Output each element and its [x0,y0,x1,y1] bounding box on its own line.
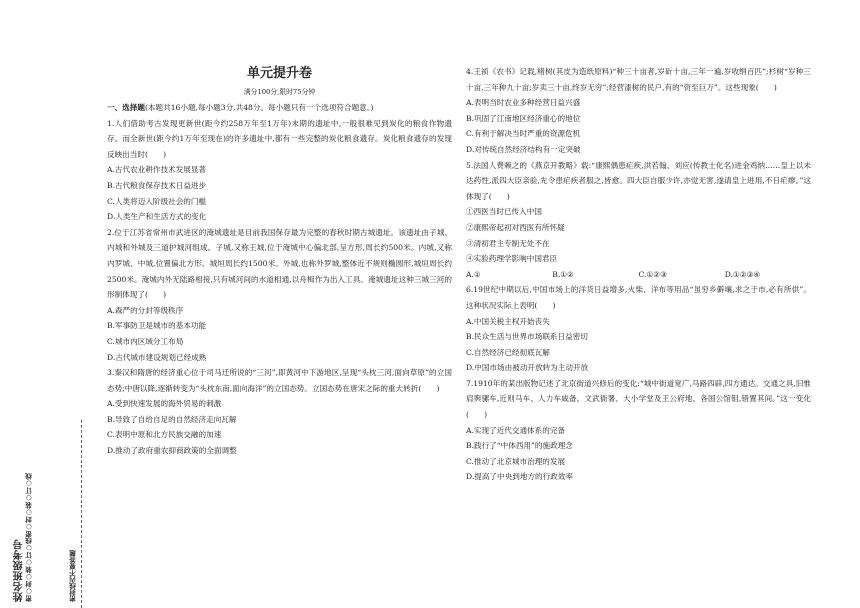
question-3 [107,365,452,459]
option-d[interactable]: D.古代城市建设规划已经成熟 [107,352,207,362]
section-heading [107,100,452,116]
option-d[interactable]: D.推动了政府重农抑商政策的全面调整 [107,446,237,456]
option-c[interactable]: C.推动了北京城市治理的发展 [466,456,566,466]
option-a[interactable]: A.中国关税主权开始丧失 [466,316,550,326]
option-c[interactable]: C.自然经济已经彻底瓦解 [466,347,550,357]
option-a[interactable]: A.受到快速发展的海外贸易的刺激 [107,399,222,409]
option-b[interactable]: B.导致了自给自足的自然经济走向瓦解 [107,414,237,424]
option-b[interactable]: B.巩固了江南地区经济重心的地位 [466,113,581,123]
option-b[interactable]: B.民众生活与世界市场联系日益密切 [466,332,588,342]
option-d[interactable]: D.提高了中央到地方的行政效率 [466,472,573,482]
section-note: (本题共16小题,每小题3分,共48分。每小题只有一个选项符合题意。) [144,103,374,112]
option-d[interactable]: D.对传统自然经济结构有一定突破 [466,144,581,154]
question-stem: 1.人们借助考古发现更新世(距今约258万年至1万年)末期的遗址中,一般很难见到炭化的粮食作物遗存。而全新世(距今约1万年至现在)的许多遗址中,都有一些完整的炭化粮食遗存。炭化粮食遗存的发现反映出当时( ) [107,118,452,159]
option-b[interactable]: B.践行了“中体西用”的施政理念 [466,441,573,451]
option-b[interactable]: B.古代粮食保存技术日益进步 [107,180,207,190]
option-a[interactable]: A.古代农业耕作技术发展显著 [107,165,207,175]
binding-margin [0,0,95,608]
option-c[interactable]: C.城市内区域分工布局 [107,336,184,346]
sub-item-4: ④实验药理学影响中国君臣 [466,254,558,264]
option-a[interactable]: A.实现了近代交通体系的完备 [466,425,566,435]
option-c[interactable]: C.人类将迈入阶级社会的门槛 [107,196,207,206]
left-column [107,64,452,459]
option-b[interactable]: B.①② [552,269,574,279]
question-4 [466,64,811,158]
option-a[interactable]: A.森严的分封等级秩序 [107,305,184,315]
option-c[interactable]: C.表明中原和北方民族交融的加速 [107,430,222,440]
option-c[interactable]: C.①②③ [638,269,667,279]
option-d[interactable]: D.中国市场由被动开放转为主动开放 [466,363,589,373]
sub-item-1: ①西医当时已传入中国 [466,207,542,217]
option-d[interactable]: D.①②③④ [724,269,761,279]
question-1 [107,116,452,225]
option-row [466,267,811,283]
option-a[interactable]: A.表明当时农业多种经营日益兴盛 [466,98,581,108]
option-a[interactable]: A.① [466,269,481,279]
question-stem: 3.秦汉和隋唐的经济重心位于司马迁所说的“三河”,即黄河中下游地区,呈现“头枕三河,面向草原”的立国态势;中唐以降,逐渐转变为“头枕东南,面向海洋”的立国态势。立国态势在唐宋之际的重大转折( ) [107,368,452,393]
sub-item-2: ②康熙帝起初对西医有所怀疑 [466,222,565,232]
seal-dashed-line [81,420,82,608]
option-d[interactable]: D.人类生产和生活方式的变化 [107,212,207,222]
question-7 [466,376,811,485]
seal-warning-text: 密封线内不要答题 [69,550,77,602]
question-2 [107,225,452,365]
question-stem: 5.法国人费赖之的《燕京开教略》载:“康熙偶患疟疾,洪若翰、刘应(传教士化名)进金鸡纳……皇上以未达药性,派四大臣亲验,先令患疟疾者服之,皆愈。四大臣自服少许,亦觉无害,遂请皇上进用,不日疟瘳。”这体现了( ) [466,160,811,201]
question-stem: 7.1910年的某出版物记述了北京街道兴修后的变化:“城中街道宽广,马路四辟,四方通达。交通之具,旧惟肩舆骡车,近则马车、人力车咸备。文武衙署、大小学堂及王公府地、各国公馆钼,错置其间。”这一变化( ) [466,378,811,420]
section-label: 一、选择题 [107,103,145,112]
score-time-info: 满分100分,限时75分钟 [243,88,316,96]
question-6 [466,282,811,376]
option-c[interactable]: C.有利于解决当时严重的资源危机 [466,129,581,139]
right-column [466,64,811,485]
option-b[interactable]: B.军事防卫是城市的基本功能 [107,321,207,331]
sub-item-3: ③清初君主专制无处不在 [466,238,550,248]
question-stem: 2.位于江苏省常州市武进区的淹城遗址是目前我国保存最为完整的春秋时期古城遗址。该遗址由子城、内城和外城及三道护城河组成。子城,又称王城,位于淹城中心偏北部,呈方形,周长约500米。内城,又称内罗城、中城,位置偏北方形。城垣周长约1500米。外城,也称外罗城,整体近不规则椭圆形,城垣周长约2500米。淹城内外无陆路相接,只有城河间的水道相通,以舟楫作为出入工具。淹城遗址这种三城三河的形制体现了( ) [107,227,452,300]
student-info-label: 姓名班级考号 [14,539,25,602]
question-stem: 6.19世纪中期以后,中国市场上的洋货日益增多,火柴、洋布等用品“虽穷乡僻壤,求之于市,必有所供”。这种状况实际上表明( ) [466,285,811,310]
question-stem: 4.王祯《农书》记载,楮树(其皮为造纸原料)“种三十亩者,岁斫十亩,三年一遍,岁收绢百匹”;杉树“岁种三十亩,三年种九十亩;岁卖三十亩,终岁无穷”;经营漆树的民户,有的“资至巨万”。这些现象( ) [466,67,811,92]
seal-line-text: 密○封○装○订○线密○封○装○订○线 [25,473,33,602]
question-5 [466,158,811,283]
page-title: 单元提升卷 [246,66,312,81]
